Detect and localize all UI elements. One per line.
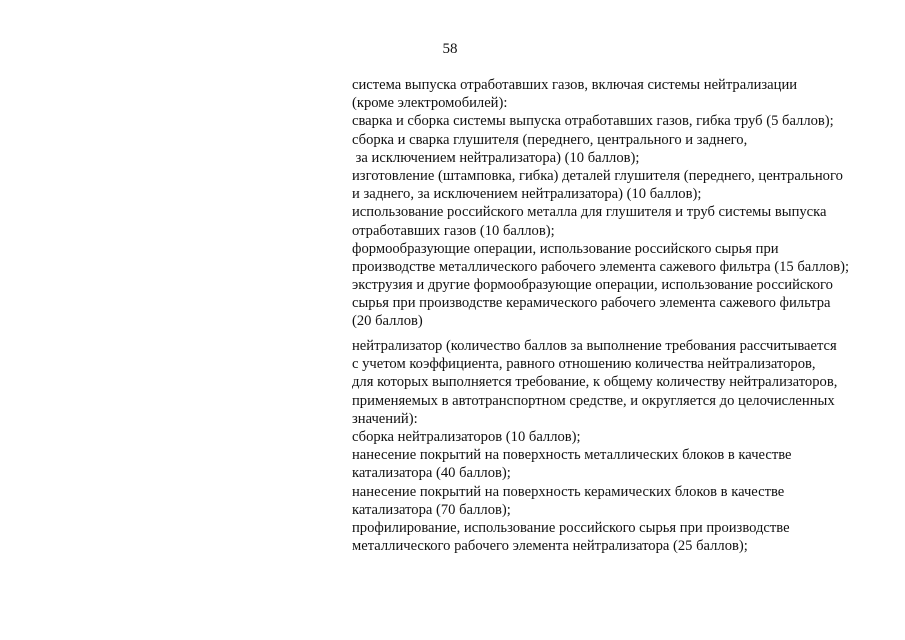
text-line: сырья при производстве керамического рабочего элемента сажевого фильтра	[352, 295, 831, 312]
text-line: (кроме электромобилей):	[352, 95, 508, 112]
text-line: формообразующие операции, использование российского сырья при	[352, 240, 779, 257]
text-line: изготовление (штамповка, гибка) деталей глушителя (переднего, центрального	[352, 167, 843, 184]
text-line: сборка нейтрализаторов (10 баллов);	[352, 428, 581, 445]
text-line: производстве металлического рабочего элемента сажевого фильтра (15 баллов);	[352, 258, 850, 275]
text-line: катализатора (70 баллов);	[352, 501, 511, 518]
text-line: профилирование, использование российского сырья при производстве	[352, 519, 790, 536]
page-number: 58	[442, 41, 458, 57]
text-line: применяемых в автотранспортном средстве, и округляется до целочисленных	[352, 392, 835, 409]
text-line: металлического рабочего элемента нейтрализатора (25 баллов);	[352, 538, 748, 555]
text-line: нанесение покрытий на поверхность металлических блоков в качестве	[352, 447, 792, 464]
text-line: экструзия и другие формообразующие операции, использование российского	[352, 277, 833, 294]
text-line: сварка и сборка системы выпуска отработавших газов, гибка труб (5 баллов);	[352, 113, 834, 130]
text-line: значений):	[352, 410, 418, 427]
catalytic-converter-paragraph	[352, 337, 882, 555]
text-line: за исключением нейтрализатора) (10 баллов);	[352, 149, 640, 166]
text-line: катализатора (40 баллов);	[352, 465, 511, 482]
text-line: нейтрализатор (количество баллов за выполнение требования рассчитывается	[352, 338, 837, 354]
text-line: и заднего, за исключением нейтрализатора) (10 баллов);	[352, 186, 702, 203]
text-line: система выпуска отработавших газов, включая системы нейтрализации	[352, 77, 798, 93]
text-line: нанесение покрытий на поверхность керамических блоков в качестве	[352, 483, 785, 500]
text-line: отработавших газов (10 баллов);	[352, 222, 555, 239]
exhaust-system-paragraph	[352, 76, 882, 331]
text-line: использование российского металла для глушителя и труб системы выпуска	[352, 204, 827, 221]
text-line: (20 баллов)	[352, 313, 423, 330]
text-line: для которых выполняется требование, к общему количеству нейтрализаторов,	[352, 374, 838, 391]
text-line: с учетом коэффициента, равного отношению количества нейтрализаторов,	[352, 356, 816, 373]
text-line: сборка и сварка глушителя (переднего, центрального и заднего,	[352, 131, 748, 148]
